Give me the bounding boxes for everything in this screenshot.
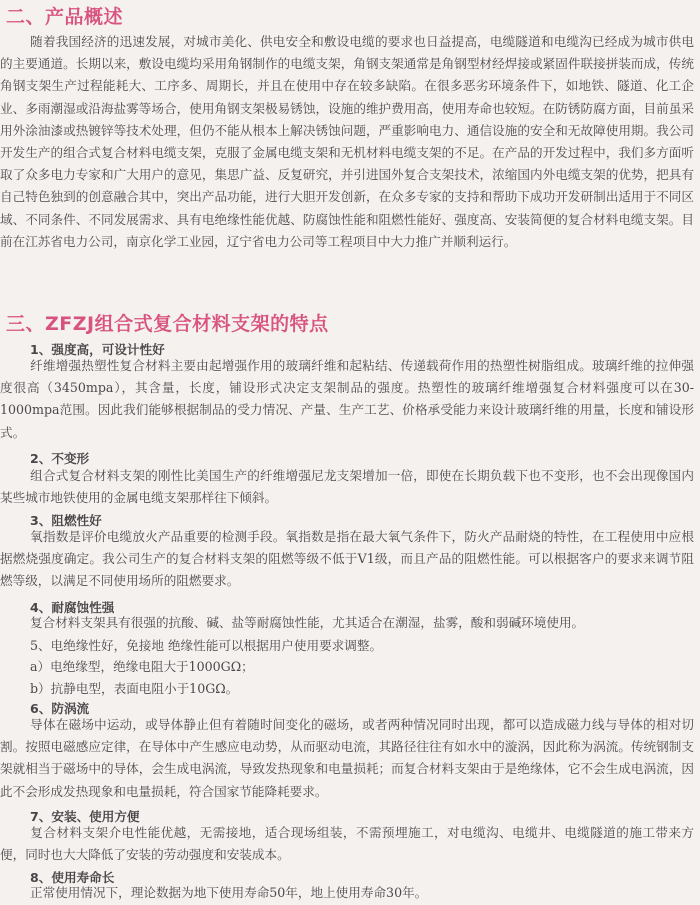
feature-text-lifespan: 正常使用情况下，理论数据为地下使用寿命50年，地上使用寿命30年。 [30,885,428,900]
feature-text-no-deform: 组合式复合材料支架的刚性比美国生产的纤维增强尼龙支架增加一倍，即使在长期负载下也不变形，也不会出现像国内某些城市地铁使用的金属电缆支架那样往下倾斜。 [0,468,694,506]
section-heading-overview: 二、产品概述 [6,6,124,28]
feature-title-eddy: 6、防涡流 [30,701,90,716]
feature-title-insulation: 5、电绝缘性好，免接地 绝缘性能可以根据用户使用要求调整。 [30,638,383,653]
feature-text-flame: 氧指数是评价电缆放火产品重要的检测手段。氧指数是指在最大氧气条件下，防火产品耐烧的特性，在工程使用中应根据燃烧强度确定。我公司生产的复合材料支架的阻燃等级不低于V1级，而且产品的阻燃性能。可以根据客户的要求来调节阻燃等级，以满足不同使用场所的阻燃要求。 [0,529,694,589]
feature-title-install: 7、安装、使用方便 [30,809,140,824]
feature-title-flame: 3、阻燃性好 [30,513,102,528]
feature-title-lifespan: 8、使用寿命长 [30,870,115,885]
feature-text-strength: 纤维增强热塑性复合材料主要由起增强作用的玻璃纤维和起粘结、传递载荷作用的热塑性树脂组成。玻璃纤维的拉伸强度很高（3450mpa），其含量，长度，铺设形式决定支架制品的强度。热塑性的玻璃纤维增强复合材料强度可以在30-1000mpa范围。因此我们能够根据制品的受力情况、产量、生产工艺、价格承受能力来设计玻璃纤维的用量，长度和铺设形式。 [0,358,694,440]
overview-text: 随着我国经济的迅速发展，对城市美化、供电安全和敷设电缆的要求也日益提高，电缆隧道和电缆沟已经成为城市供电的主要通道。长期以来，敷设电缆均采用角钢制作的电缆支架，角钢支架通常是角钢型材经焊接或紧固件联接拼装而成，传统角钢支架生产过程能耗大、工序多、周期长，并且在使用中存在较多缺陷。在很多恶劣环境条件下，如地铁、隧道、化工企业、多雨潮湿或沿海盐雾等场合，使用角钢支架极易锈蚀，设施的维护费用高，使用寿命也较短。在防锈防腐方面，目前虽采用外涂油漆或热镀锌等技术处理，但仍不能从根本上解决锈蚀问题，严重影响电力、通信设施的安全和无故障使用期。我公司开发生产的组合式复合材料电缆支架，克服了金属电缆支架和无机材料电缆支架的不足。在产品的开发过程中，我们多方面听取了众多电力专家和广大用户的意见，集思广益、反复研究，并引进国外复合支架技术，浓缩国内外电缆支架的优势，把具有自己特色独到的创意融合其中，突出产品功能，进行大胆开发创新，在众多专家的支持和帮助下成功开发研制出适用于不同区域、不同条件、不同发展需求、具有电绝缘性能优越、防腐蚀性能和阻燃性能好、强度高、安装简便的复合材料电缆支架。目前在江苏省电力公司，南京化学工业园，辽宁省电力公司等工程项目中大力推广并顺利运行。 [0,34,694,249]
feature-text-corrosion: 复合材料支架具有很强的抗酸、碱、盐等耐腐蚀性能，尤其适合在潮湿，盐雾，酸和弱碱环境使用。 [30,615,585,630]
feature-title-strength: 1、强度高，可设计性好 [30,342,165,357]
feature-text-eddy: 导体在磁场中运动，或导体静止但有着随时间变化的磁场，或者两种情况同时出现，都可以造成磁力线与导体的相对切割。按照电磁感应定律，在导体中产生感应电动势，从而驱动电流，其路径往往有如水中的漩涡，因此称为涡流。传统钢制支架就相当于磁场中的导体，会生成电涡流，导致发热现象和电量损耗；而复合材料支架由于是绝缘体，它不会生成电涡流，因此不会形成发热现象和电量损耗，符合国家节能降耗要求。 [0,717,694,799]
feature-title-corrosion: 4、耐腐蚀性强 [30,600,115,615]
feature-text-install: 复合材料支架介电性能优越，无需接地，适合现场组装，不需预埋施工，对电缆沟、电缆井、电缆隧道的施工带来方便，同时也大大降低了安装的劳动强度和安装成本。 [0,825,694,863]
insulation-option-b: b）抗静电型，表面电阻小于10GΩ。 [30,681,239,696]
section-heading-features: 三、ZFZJ组合式复合材料支架的特点 [6,313,329,335]
insulation-option-a: a）电绝缘型，绝缘电阻大于1000GΩ； [30,659,254,674]
feature-title-no-deform: 2、不变形 [30,451,90,466]
overview-paragraph [0,31,694,253]
